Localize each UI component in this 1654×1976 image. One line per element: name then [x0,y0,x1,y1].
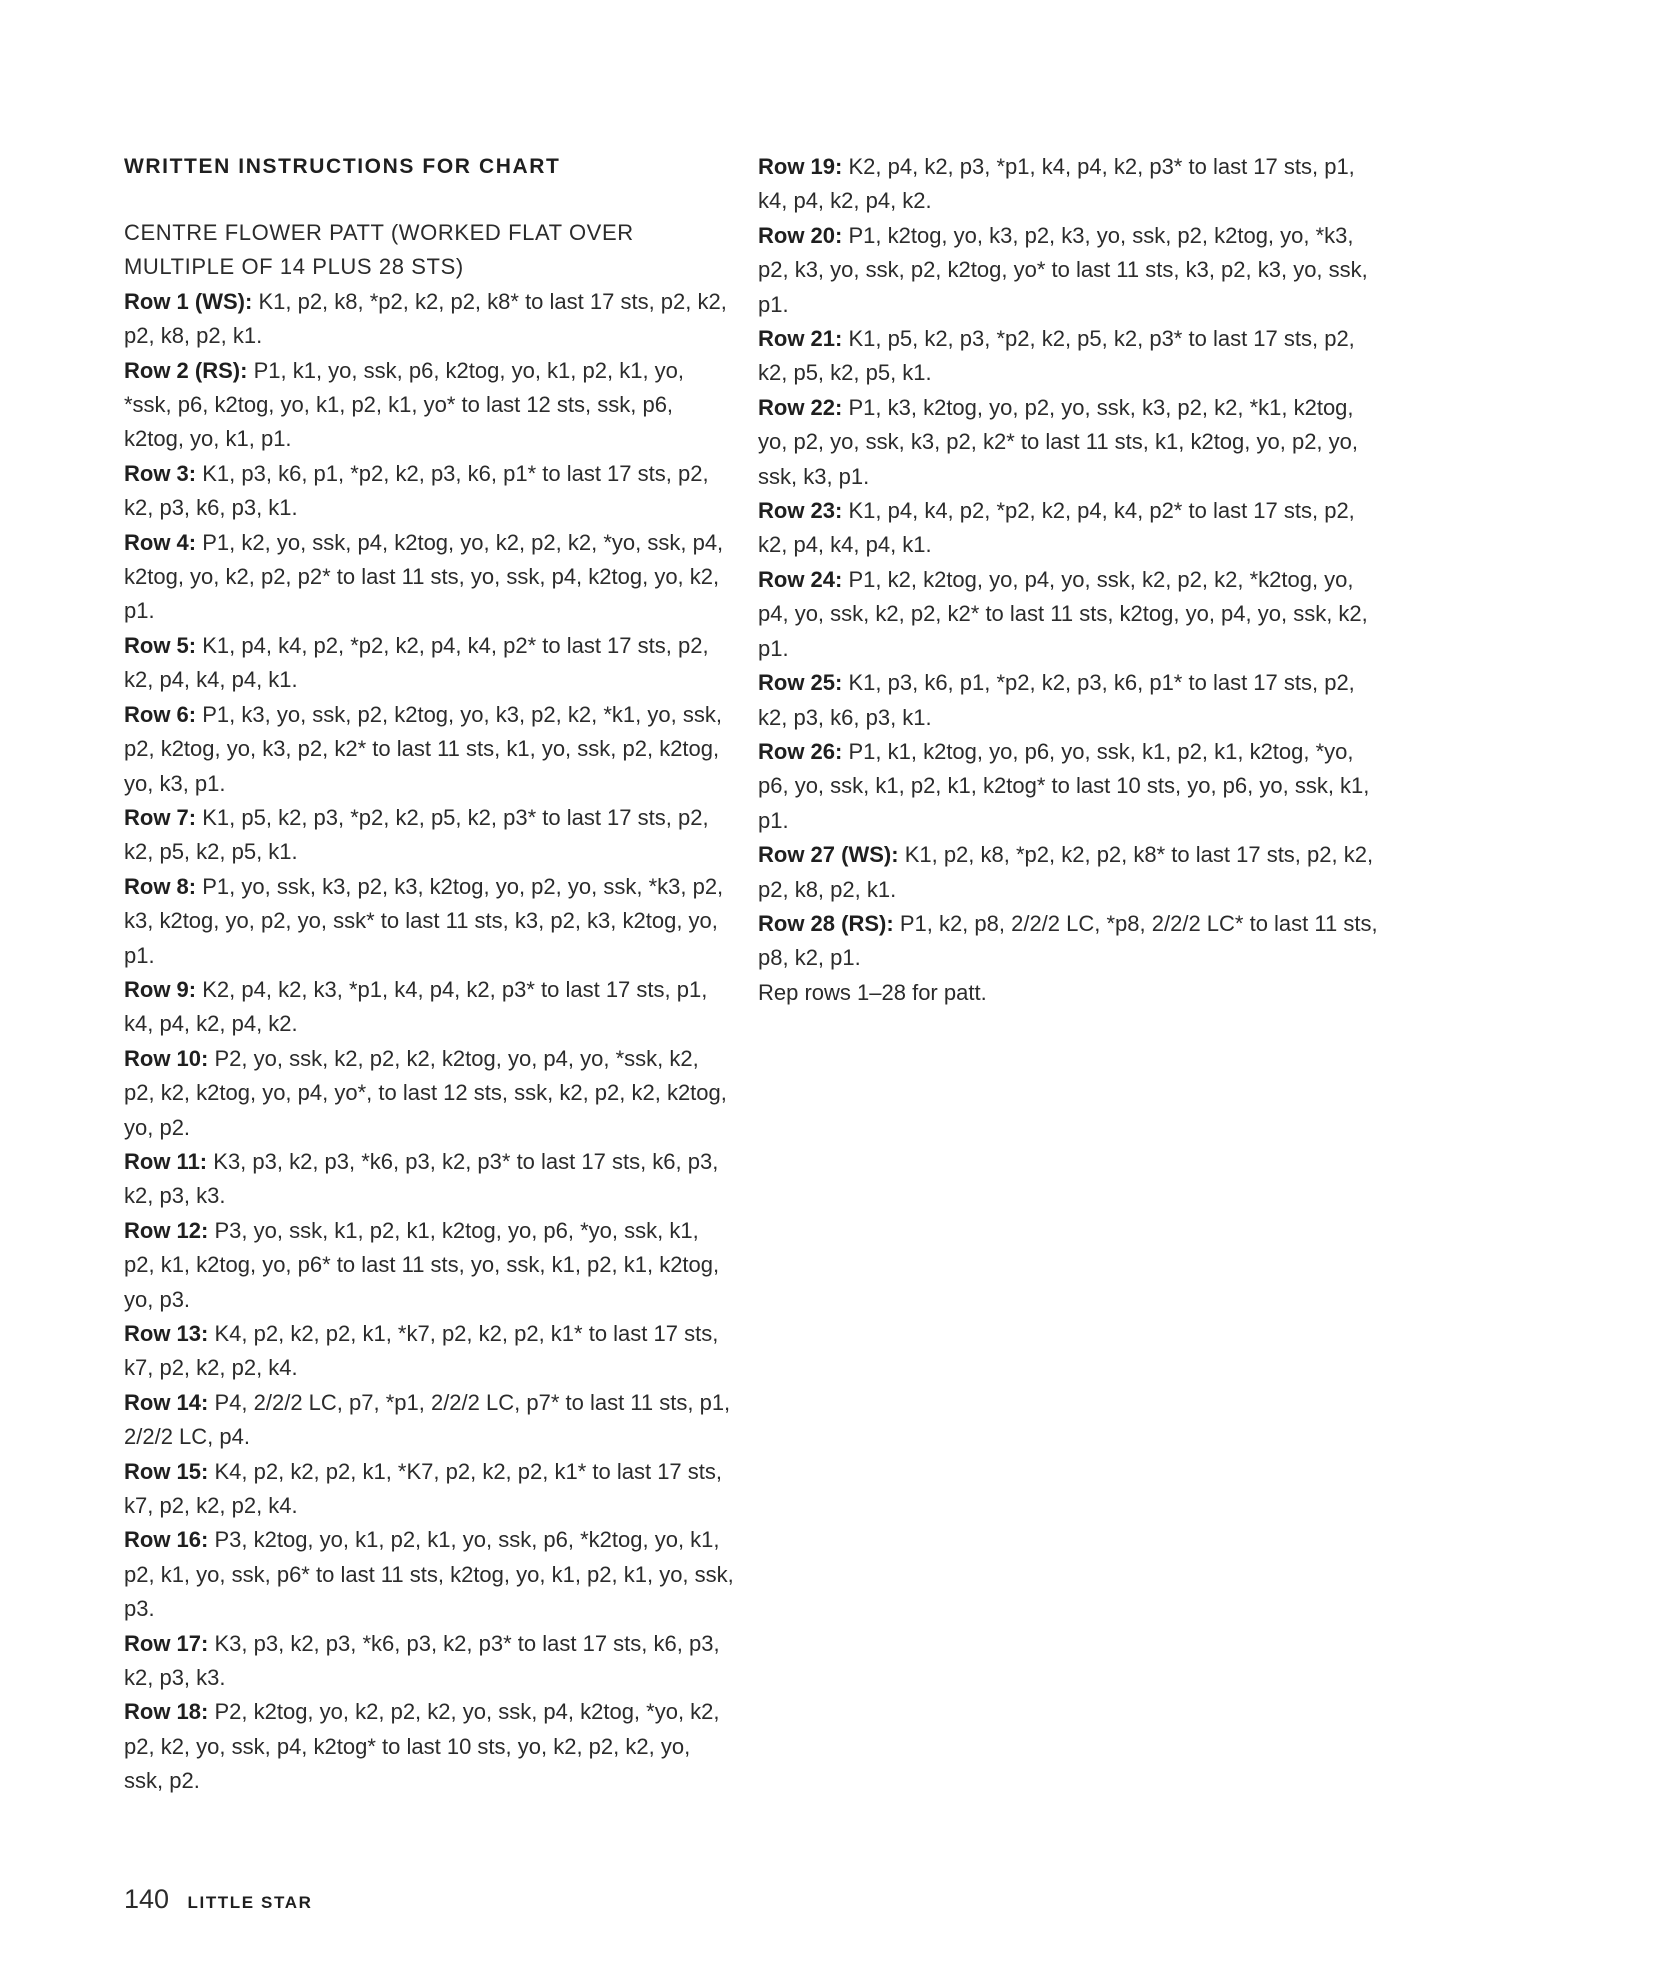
row-text: P3, yo, ssk, k1, p2, k1, k2tog, yo, p6, *yo, ssk, k1, p2, k1, k2tog, yo, p6* to last 11 sts, yo, ssk, k1, p2, k1, k2tog, yo, p3. [124,1217,720,1312]
instruction-row [124,457,734,526]
row-text: P2, k2tog, yo, k2, p2, k2, yo, ssk, p4, k2tog, *yo, k2, p2, k2, yo, ssk, p4, k2tog* to last 10 sts, yo, k2, p2, k2, yo, ssk, p2. [124,1699,720,1794]
right-column [758,150,1378,1010]
row-text: K1, p2, k8, *p2, k2, p2, k8* to last 17 sts, p2, k2, p2, k8, p2, k1. [124,288,727,349]
instruction-row [124,526,734,629]
row-label: Row 28 (RS): [758,910,894,936]
row-label: Row 21: [758,326,843,352]
instruction-row [758,735,1378,838]
row-text: K4, p2, k2, p2, k1, *k7, p2, k2, p2, k1* to last 17 sts, k7, p2, k2, p2, k4. [124,1321,719,1381]
instruction-row [758,322,1378,391]
row-label: Row 23: [758,498,843,524]
row-label: Row 16: [124,1527,209,1553]
instruction-row [124,629,734,698]
instruction-row [758,219,1378,322]
row-label: Row 4: [124,529,197,555]
row-text: P1, k2, k2tog, yo, p4, yo, ssk, k2, p2, k2, *k2tog, yo, p4, yo, ssk, k2, p2, k2* to last 11 sts, k2tog, yo, p4, yo, ssk, k2, p1. [758,566,1368,661]
pattern-subheading-line-2: MULTIPLE OF 14 PLUS 28 STS) [124,254,464,280]
instruction-row [124,1455,734,1524]
row-label: Row 14: [124,1389,209,1415]
row-text: K1, p5, k2, p3, *p2, k2, p5, k2, p3* to last 17 sts, p2, k2, p5, k2, p5, k1. [758,326,1355,386]
row-label: Row 17: [124,1630,209,1656]
section-heading: WRITTEN INSTRUCTIONS FOR CHART [124,155,561,178]
row-label: Row 10: [124,1045,209,1071]
row-label: Row 15: [124,1458,209,1484]
row-label: Row 27 (WS): [758,842,899,868]
instruction-row [124,801,734,870]
row-text: P1, k1, yo, ssk, p6, k2tog, yo, k1, p2, k1, yo, *ssk, p6, k2tog, yo, k1, p2, k1, yo* to last 12 sts, ssk, p6, k2tog, yo, k1, p1. [124,357,685,452]
row-text: K3, p3, k2, p3, *k6, p3, k2, p3* to last 17 sts, k6, p3, k2, p3, k3. [124,1630,720,1691]
instruction-row [124,698,734,801]
row-text: K2, p4, k2, k3, *p1, k4, p4, k2, p3* to last 17 sts, p1, k4, p4, k2, p4, k2. [124,976,708,1037]
row-text: P1, k2, yo, ssk, p4, k2tog, yo, k2, p2, k2, *yo, ssk, p4, k2tog, yo, k2, p2, p2* to last 11 sts, yo, ssk, p4, k2tog, yo, k2, p1. [124,529,724,624]
instruction-row [124,973,734,1042]
row-text: P2, yo, ssk, k2, p2, k2, k2tog, yo, p4, yo, *ssk, k2, p2, k2, k2tog, yo, p4, yo*, to last 12 sts, ssk, k2, p2, k2, k2tog, yo, p2. [124,1045,727,1140]
row-text: P1, k1, k2tog, yo, p6, yo, ssk, k1, p2, k1, k2tog, *yo, p6, yo, ssk, k1, p2, k1, k2tog* to last 10 sts, yo, p6, yo, ssk, k1, p1. [758,738,1370,833]
row-text: P1, k2, p8, 2/2/2 LC, *p8, 2/2/2 LC* to last 11 sts, p8, k2, p1. [758,910,1378,971]
row-label: Row 13: [124,1321,209,1346]
instruction-row [124,870,734,973]
row-label: Row 9: [124,976,197,1002]
row-label: Row 18: [124,1699,209,1725]
row-label: Row 26: [758,738,843,764]
page-footer [124,1884,312,1915]
page-number: 140 [124,1884,170,1914]
row-text: P3, k2tog, yo, k1, p2, k1, yo, ssk, p6, *k2tog, yo, k1, p2, k1, yo, ssk, p6* to last 11 sts, k2tog, yo, k1, p2, k1, yo, ssk, p3. [124,1527,734,1622]
row-label: Row 12: [124,1217,209,1243]
row-label: Row 25: [758,670,843,696]
row-text: K1, p2, k8, *p2, k2, p2, k8* to last 17 sts, p2, k2, p2, k8, p2, k1. [758,842,1374,902]
instruction-row [124,1386,734,1455]
row-label: Row 7: [124,804,197,830]
row-text: K1, p3, k6, p1, *p2, k2, p3, k6, p1* to last 17 sts, p2, k2, p3, k6, p3, k1. [758,670,1355,730]
instruction-row [758,907,1378,976]
instruction-row [124,1214,734,1317]
row-label: Row 11: [124,1148,208,1174]
instruction-row [758,666,1378,735]
row-text: P1, k2tog, yo, k3, p2, k3, yo, ssk, p2, k2tog, yo, *k3, p2, k3, yo, ssk, p2, k2tog, yo* to last 11 sts, k3, p2, k3, yo, ssk, p1. [758,222,1368,317]
instruction-row [124,285,734,354]
instruction-row [124,1695,734,1798]
row-text: P4, 2/2/2 LC, p7, *p1, 2/2/2 LC, p7* to last 11 sts, p1, 2/2/2 LC, p4. [124,1389,731,1450]
instruction-row [124,1317,734,1386]
instruction-row [124,354,734,457]
row-text: P1, k3, k2tog, yo, p2, yo, ssk, k3, p2, k2, *k1, k2tog, yo, p2, yo, ssk, k3, p2, k2* to last 11 sts, k1, k2tog, yo, p2, yo, ssk, k3, p1. [758,394,1359,489]
row-label: Row 24: [758,566,843,592]
row-text: K3, p3, k2, p3, *k6, p3, k2, p3* to last 17 sts, k6, p3, k2, p3, k3. [124,1148,719,1209]
row-label: Row 20: [758,222,843,248]
row-text: Rep rows 1–28 for patt. [758,979,987,1005]
instruction-row [124,1627,734,1696]
row-text: P1, yo, ssk, k3, p2, k3, k2tog, yo, p2, yo, ssk, *k3, p2, k3, k2tog, yo, p2, yo, ssk* to last 11 sts, k3, p2, k3, k2tog, yo, p1. [124,873,724,968]
row-label: Row 3: [124,460,197,486]
row-label: Row 6: [124,701,197,727]
instruction-row [124,1523,734,1626]
row-text: K1, p3, k6, p1, *p2, k2, p3, k6, p1* to last 17 sts, p2, k2, p3, k6, p3, k1. [124,460,709,521]
row-text: K2, p4, k2, p3, *p1, k4, p4, k2, p3* to last 17 sts, p1, k4, p4, k2, p4, k2. [758,154,1355,214]
running-title: LITTLE STAR [187,1893,313,1912]
instruction-row [758,494,1378,563]
instruction-row [758,391,1378,494]
left-column [124,150,734,1799]
row-text: K4, p2, k2, p2, k1, *K7, p2, k2, p2, k1* to last 17 sts, k7, p2, k2, p2, k4. [124,1458,722,1519]
right-row-list [758,150,1378,1010]
row-label: Row 1 (WS): [124,288,253,314]
row-text: K1, p4, k4, p2, *p2, k2, p4, k4, p2* to last 17 sts, p2, k2, p4, k4, p4, k1. [124,632,709,693]
instruction-row [758,563,1378,666]
row-text: P1, k3, yo, ssk, p2, k2tog, yo, k3, p2, k2, *k1, yo, ssk, p2, k2tog, yo, k3, p2, k2* to last 11 sts, k1, yo, ssk, p2, k2tog, yo, k3, p1. [124,701,722,796]
row-label: Row 19: [758,154,843,179]
instruction-row [758,150,1378,219]
row-label: Row 8: [124,873,197,899]
left-row-list [124,285,734,1799]
instruction-row [758,976,1378,1010]
row-text: K1, p4, k4, p2, *p2, k2, p4, k4, p2* to last 17 sts, p2, k2, p4, k4, p4, k1. [758,498,1355,558]
pattern-subheading-line-1: CENTRE FLOWER PATT (WORKED FLAT OVER [124,220,634,245]
row-label: Row 5: [124,632,197,658]
instruction-row [124,1042,734,1145]
row-text: K1, p5, k2, p3, *p2, k2, p5, k2, p3* to last 17 sts, p2, k2, p5, k2, p5, k1. [124,804,709,865]
instruction-row [124,1145,734,1214]
instruction-row [758,838,1378,907]
row-label: Row 2 (RS): [124,357,248,383]
row-label: Row 22: [758,394,843,420]
